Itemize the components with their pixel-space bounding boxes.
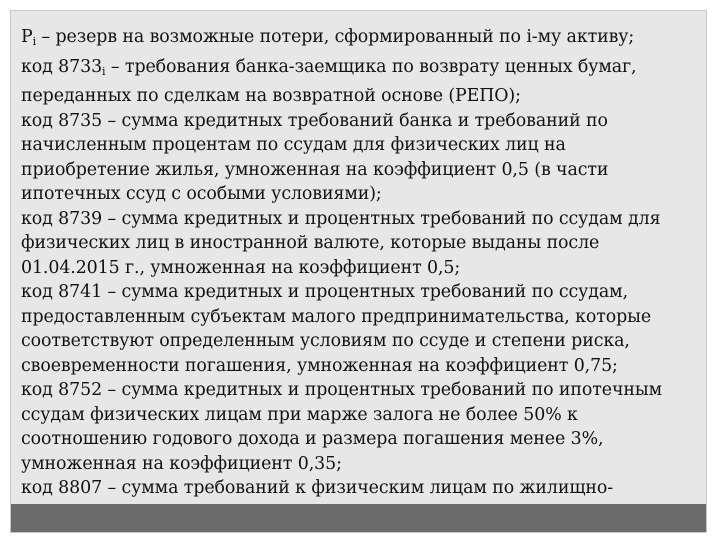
text-line: предоставленным субъектам малого предпринимательства, которые [21,306,652,327]
subscript: i [32,35,37,48]
text-line: ссудам физических лицам при марже залога не более 50% к [21,404,578,425]
subscript: i [102,64,106,78]
line-text: код 8733 [21,56,103,77]
text-line: ипотечных ссуд с особыми условиями); [21,184,382,204]
text-line: соответствуют определенным условиям по ссуде и степени риска, [21,331,630,351]
footer-bar [11,504,706,532]
text-line: умноженная на коэффициент 0,35; [21,453,342,474]
text-line: физических лиц в иностранной валюте, которые выданы после [21,233,600,253]
line-text: – резерв на возможные потери, сформированный по i-му активу; [36,27,635,47]
text-line: код 8752 – сумма кредитных и процентных требований по ипотечным [21,380,663,400]
slide-frame [10,10,707,533]
text-line: код 8735 – сумма кредитных требований банка и требований по [21,110,608,131]
text-line: переданных по сделкам на возвратной основе (РЕПО); [21,86,521,106]
text-line: соотношению годового дохода и размера погашения менее 3%, [21,429,604,449]
text-line: код 8807 – сумма требований к физическим лицам по жилищно- [21,478,614,498]
text-line: приобретение жилья, умноженная на коэффициент 0,5 (в части [21,159,609,180]
line-text: P [21,27,33,47]
document-text [21,25,701,525]
text-line: 01.04.2015 г., умноженная на коэффициент 0,5; [21,257,461,278]
text-line [21,25,701,55]
text-line: начисленным процентам по ссудам для физических лиц на [21,135,566,155]
text-line: код 8741 – сумма кредитных и процентных требований по ссудам, [21,282,629,302]
text-line [21,55,701,85]
text-line: код 8739 – сумма кредитных и процентных требований по ссудам для [21,208,661,229]
text-line: своевременности погашения, умноженная на коэффициент 0,75; [21,355,618,376]
line-text: – требования банка-заемщика по возврату ценных бумаг, [105,56,637,77]
